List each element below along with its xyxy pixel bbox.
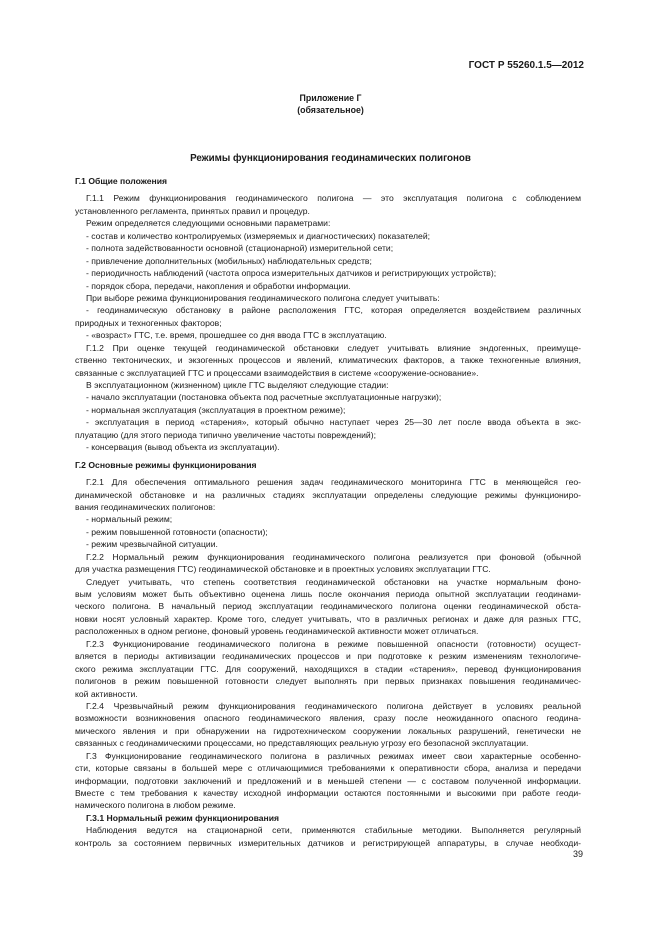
appendix-title: Приложение Г [299,93,362,103]
text-line: вляется в периоды активизации геодинамических процессов и при подготовке к резким изменениям технологиче- [75,651,581,662]
text-line: новки носят условный характер. Кроме того, следует учитывать, что в различных регионах и даже для разных ГТС, [75,613,581,624]
text-line: Режим определяется следующими основными параметрами: [86,218,331,229]
text-line: ческого полигона. В начальный период эксплуатации геодинамического полигона оценки геодинамической обста- [75,601,581,612]
body-text [75,175,581,849]
text-line: - состав и количество контролируемых (измеряемых и диагностических) показателей; [86,230,431,241]
text-line: расположенных в одном регионе, фоновый уровень геодинамической активности может отличаться. [75,626,479,637]
text-line: Г.2.3 Функционирование геодинамического полигона в режиме повышенной опасности (готовности) осущест- [86,638,581,649]
text-line: Вместе с тем требования к качеству исходной информации остаются постоянными и высокими при работе геоди- [75,788,581,798]
text-line: связанных с геодинамическими процессами, но представляющих реальную угрозу его безопасной эксплуатации. [75,738,529,749]
text-line: Г.2.2 Нормальный режим функционирования геодинамического полигона реализуется при фоновой (обычной [86,551,581,562]
text-line: вания геодинамических полигонов: [75,501,216,512]
text-line: - нормальный режим; [86,514,173,525]
section-heading: Г.3.1 Нормальный режим функционирования [86,812,280,823]
text-line: - геодинамическую обстановку в районе расположения ГТС, которая определяется воздействием различных [86,305,581,316]
section-heading: Г.2 Основные режимы функционирования [75,459,257,470]
text-line: намического полигона в любом режиме. [75,800,236,811]
text-line: ского режима эксплуатации ГТС. Для сооружений, находящихся в стадии «старения», перевод функционирования [75,663,581,674]
text-line: - привлечение дополнительных (мобильных) наблюдательных средств; [86,255,372,266]
text-line: Г.1.2 При оценке текущей геодинамической обстановки следует учитывать влияние эндогенных, преимуще- [86,342,581,353]
text-line: природных и техногенных факторов; [75,317,222,328]
page-number: 39 [572,849,583,859]
text-line: - полнота задействованности основной (стационарной) измерительной сети; [86,243,394,254]
text-line: Г.1.1 Режим функционирования геодинамического полигона — это эксплуатация полигона с соблюдением [86,193,581,204]
text-line: возможности возникновения опасного геодинамического явления, сразу после неожиданного опасного геодина- [75,713,581,724]
text-line: плуатацию (для этого периода типично увеличение частоты повреждений); [75,429,376,440]
text-line: - эксплуатация в период «старения», который обычно наступает через 25—30 лет после ввода объекта в экс- [86,417,581,428]
text-line: Г.2.1 Для обеспечения оптимального решения задач геодинамического мониторинга ГТС в меняющейся гео- [86,477,581,488]
appendix-subtitle: (обязательное) [297,105,364,115]
text-line: контроль за состоянием первичных измерительных датчиков и регистрирующей аппаратуры, в случае необходи- [75,837,581,848]
text-line: сти, которые связаны в большей мере с отличающимися требованиями к оперативности сбора, анализа и передачи [75,763,581,774]
text-line: При выборе режима функционирования геодинамического полигона следует учитывать: [86,292,440,303]
text-line: динамической обстановке и на различных стадиях эксплуатации определены следующие режимы функциониро- [75,489,581,500]
section-heading: Г.1 Общие положения [75,176,167,186]
text-line: полигонов в режим повышенной готовности следует выполнять при первых признаках повышения геодинамичес- [75,676,581,687]
text-line: Следует учитывать, что степень соответствия геодинамической обстановки на участке нормальным фоно- [86,576,581,587]
text-line: для участка размещения ГТС) геодинамической обстановке и в проектных условиях эксплуатации ГТС. [75,564,491,575]
text-line: - «возраст» ГТС, т.е. время, прошедшее со дня ввода ГТС в эксплуатацию. [86,330,387,341]
standard-code: ГОСТ Р 55260.1.5—2012 [468,60,584,71]
text-line: установленного регламента, принятых правил и процедур. [75,205,310,216]
text-line: - режим повышенной готовности (опасности); [86,526,268,537]
text-line: - нормальная эксплуатация (эксплуатация в проектном режиме); [86,404,346,415]
text-line: - консервация (вывод объекта из эксплуатации). [86,442,280,453]
text-line: В эксплуатационном (жизненном) цикле ГТС выделяют следующие стадии: [86,380,389,390]
document-title: Режимы функционирования геодинамических полигонов [190,153,471,164]
text-line: - режим чрезвычайной ситуации. [86,539,218,550]
text-line: Г.3 Функционирование геодинамического полигона в различных режимах имеет свои характерные особенно- [86,750,581,761]
text-line: ственно тектонических, и экзогенных процессов и явлений, климатических факторов, а также техногенные влияния, [75,355,581,366]
text-line: кой активности. [75,688,138,699]
text-line: вым условиям может быть объективно оценена лишь после окончания периода опытной эксплуатации геодинами- [75,589,581,599]
text-line: - начало эксплуатации (постановка объекта под расчетные эксплуатационные нагрузки); [86,392,442,403]
text-line: мического явления и при обнаружении на гидротехническом сооружении локальных разрушений, генетически не [75,725,581,736]
text-line: - порядок сбора, передачи, накопления и обработки информации. [86,280,351,291]
text-line: связанные с эксплуатацией ГТС и процессами взаимодействия в системе «сооружение-основание». [75,367,479,378]
text-line: Г.2.4 Чрезвычайный режим функционирования геодинамического полигона действует в условиях реальной [86,700,581,711]
text-line: Наблюдения ведутся на стационарной сети, применяются стабильные методики. Выполняется регулярный [86,825,581,836]
text-line: - периодичность наблюдений (частота опроса измерительных датчиков и регистрирующих устройств); [86,268,497,279]
text-line: информации, подготовки заключений и предложений и в меньшей степени — с составом полученной информации. [75,775,581,786]
